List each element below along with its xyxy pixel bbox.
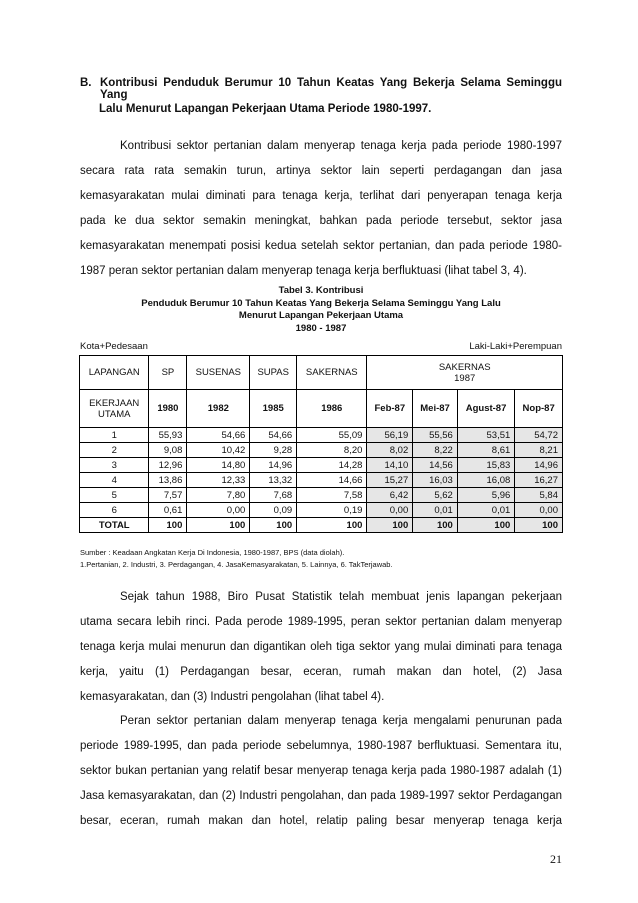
table-cell: 8,21 xyxy=(515,443,563,458)
table-cell: 14,66 xyxy=(297,473,367,488)
row-label: 3 xyxy=(80,458,149,473)
paragraph-line: secara rata rata semakin turun, artinya sektor lain seperti perdagangan dan jasa xyxy=(80,165,562,177)
paragraph-line: besar, eceran, rumah makan dan hotel, relatip paling besar menyerap tenaga kerja xyxy=(80,815,562,827)
table-gender-label: Laki-Laki+Perempuan xyxy=(469,341,562,352)
table-cell: 54,66 xyxy=(250,428,297,443)
table-cell: 6,42 xyxy=(367,488,413,503)
table-cell: 8,02 xyxy=(367,443,413,458)
table-cell: 54,72 xyxy=(515,428,563,443)
table-cell: 7,57 xyxy=(149,488,187,503)
col-header-text: 1987 xyxy=(454,372,476,384)
table-cell: 5,62 xyxy=(413,488,458,503)
table-cell: 14,28 xyxy=(297,458,367,473)
table-cell: 7,58 xyxy=(297,488,367,503)
paragraph-line: tenaga kerja mulai menurun dan digantikan oleh tiga sektor yang mulai diminati para tenaga xyxy=(80,641,562,653)
table-row xyxy=(80,443,563,458)
caption-line: Penduduk Berumur 10 Tahun Keatas Yang Bekerja Selama Seminggu Yang Lalu xyxy=(141,297,501,309)
paragraph-line: utama secara lebih rinci. Pada perode 1989-1995, peran sektor pertanian dalam menyerap xyxy=(80,616,562,628)
table-cell: 0,00 xyxy=(515,503,563,518)
table-cell: 0,01 xyxy=(457,503,514,518)
col-header-text: EKERJAAN xyxy=(89,397,140,409)
table-cell: 0,00 xyxy=(187,503,250,518)
table-cell: 0,09 xyxy=(250,503,297,518)
table-cell: 9,08 xyxy=(149,443,187,458)
col-header-sakernas-1987 xyxy=(367,356,563,390)
col-header-year: 1982 xyxy=(187,390,250,428)
table-cell: 0,01 xyxy=(413,503,458,518)
table-row xyxy=(80,518,563,533)
caption-line: 1980 - 1987 xyxy=(295,322,347,334)
caption-line: Tabel 3. Kontribusi xyxy=(278,285,364,296)
row-label: 5 xyxy=(80,488,149,503)
col-header-sakernas: SAKERNAS xyxy=(297,356,367,390)
row-label: 4 xyxy=(80,473,149,488)
table-cell: 10,42 xyxy=(187,443,250,458)
row-label: 2 xyxy=(80,443,149,458)
table-cell: 0,19 xyxy=(297,503,367,518)
paragraph-line: pada ke dua sektor semakin meningkat, bahkan pada periode tersebut, sektor jasa xyxy=(80,215,562,227)
paragraph-line: sektor bukan pertanian yang relatif besar menyerap tenaga kerja pada 1980-1987 adalah (1) xyxy=(80,765,562,777)
col-header-text: UTAMA xyxy=(97,408,131,420)
table-region-label: Kota+Pedesaan xyxy=(80,341,148,352)
table-cell: 15,27 xyxy=(367,473,413,488)
paragraph-line: kerja, yaitu (1) Perdagangan besar, eceran, rumah makan dan hotel, (2) Jasa xyxy=(80,666,562,678)
contribution-table xyxy=(79,355,563,533)
table-cell: 16,27 xyxy=(515,473,563,488)
col-header-month: Feb-87 xyxy=(367,390,413,428)
col-header-month: Nop-87 xyxy=(515,390,563,428)
col-header-lapangan: LAPANGAN xyxy=(80,356,149,390)
paragraph-line: kemasyarakatan mulai diminati para tenaga kerja, terlihat dari penyerapan tenaga kerja xyxy=(80,190,562,202)
table-cell: 9,28 xyxy=(250,443,297,458)
section-title-line1: Kontribusi Penduduk Berumur 10 Tahun Keatas Yang Bekerja Selama Seminggu Yang xyxy=(100,77,562,101)
table-cell: 7,68 xyxy=(250,488,297,503)
table-row xyxy=(80,458,563,473)
table-cell: 55,93 xyxy=(149,428,187,443)
paragraph-line: kemasyarakatan, dan (3) Industri pengolahan (lihat tabel 4). xyxy=(80,691,385,703)
paragraph-line: 1987 peran sektor pertanian dalam menyerap tenaga kerja berfluktuasi (lihat tabel 3, 4). xyxy=(80,265,527,277)
table-caption xyxy=(80,285,562,335)
section-number: B. xyxy=(80,77,92,89)
table-cell: 16,08 xyxy=(457,473,514,488)
page-number: 21 xyxy=(550,852,562,866)
col-header-year: 1980 xyxy=(149,390,187,428)
col-header-susenas: SUSENAS xyxy=(187,356,250,390)
table-cell: 0,00 xyxy=(367,503,413,518)
table-cell: 100 xyxy=(457,518,514,533)
col-header-supas: SUPAS xyxy=(250,356,297,390)
table-cell: 53,51 xyxy=(457,428,514,443)
table-cell: 15,83 xyxy=(457,458,514,473)
col-header-year: 1986 xyxy=(297,390,367,428)
table-cell: 5,84 xyxy=(515,488,563,503)
table-cell: 54,66 xyxy=(187,428,250,443)
table-cell: 0,61 xyxy=(149,503,187,518)
table-cell: 100 xyxy=(149,518,187,533)
table-cell: 55,56 xyxy=(413,428,458,443)
table-header-row xyxy=(80,356,563,390)
table-cell: 5,96 xyxy=(457,488,514,503)
table-cell: 100 xyxy=(413,518,458,533)
table-row xyxy=(80,488,563,503)
table-cell: 100 xyxy=(187,518,250,533)
col-header-month: Agust-87 xyxy=(457,390,514,428)
table-cell: 14,96 xyxy=(515,458,563,473)
table-cell: 14,56 xyxy=(413,458,458,473)
table-cell: 8,22 xyxy=(413,443,458,458)
table-cell: 100 xyxy=(367,518,413,533)
table-cell: 13,86 xyxy=(149,473,187,488)
section-heading xyxy=(80,77,562,101)
table-cell: 13,32 xyxy=(250,473,297,488)
paragraph-line: Jasa kemasyarakatan, dan (2) Industri pengolahan, dan pada 1989-1997 sektor Perdagangan xyxy=(80,790,562,802)
row-label: 1 xyxy=(80,428,149,443)
col-header-pekerjaan-utama xyxy=(80,390,149,428)
table-cell: 14,96 xyxy=(250,458,297,473)
table-cell: 12,96 xyxy=(149,458,187,473)
paragraph-line: Sejak tahun 1988, Biro Pusat Statistik telah membuat jenis lapangan pekerjaan xyxy=(120,591,562,603)
row-label: TOTAL xyxy=(80,518,149,533)
caption-line: Menurut Lapangan Pekerjaan Utama xyxy=(238,310,404,321)
paragraph-1 xyxy=(80,134,562,284)
table-cell: 14,80 xyxy=(187,458,250,473)
col-header-year: 1985 xyxy=(250,390,297,428)
table-cell: 100 xyxy=(297,518,367,533)
paragraph-3 xyxy=(80,709,562,834)
col-header-sp: SP xyxy=(149,356,187,390)
table-cell: 16,03 xyxy=(413,473,458,488)
row-label: 6 xyxy=(80,503,149,518)
paragraph-line: periode 1989-1995, dan pada periode sebelumnya, 1980-1987 berfluktuasi. Sementara itu, xyxy=(80,740,562,752)
paragraph-line: Peran sektor pertanian dalam menyerap tenaga kerja mengalami penurunan pada xyxy=(120,715,562,727)
paragraph-2 xyxy=(80,585,562,710)
table-cell: 100 xyxy=(250,518,297,533)
table-cell: 55,09 xyxy=(297,428,367,443)
section-title-line2: Lalu Menurut Lapangan Pekerjaan Utama Periode 1980-1997. xyxy=(99,103,432,115)
table-cell: 56,19 xyxy=(367,428,413,443)
table-cell: 7,80 xyxy=(187,488,250,503)
col-header-text: SAKERNAS xyxy=(438,361,491,373)
table-row xyxy=(80,473,563,488)
table-header-row xyxy=(80,390,563,428)
table-legend-note: 1.Pertanian, 2. Industri, 3. Perdagangan, 4. JasaKemasyarakatan, 5. Lainnya, 6. TakTerjawab. xyxy=(80,560,393,569)
table-cell: 8,20 xyxy=(297,443,367,458)
table-cell: 12,33 xyxy=(187,473,250,488)
paragraph-line: kemasyarakatan menempati posisi kedua setelah sektor pertanian, dan pada periode 1980- xyxy=(80,240,562,252)
table-body xyxy=(80,428,563,533)
table-cell: 8,61 xyxy=(457,443,514,458)
table-source-note: Sumber : Keadaan Angkatan Kerja Di Indonesia, 1980-1987, BPS (data diolah). xyxy=(80,548,345,557)
col-header-month: Mei-87 xyxy=(413,390,458,428)
table-row xyxy=(80,428,563,443)
paragraph-line: Kontribusi sektor pertanian dalam menyerap tenaga kerja pada periode 1980-1997 xyxy=(120,140,562,152)
table-cell: 14,10 xyxy=(367,458,413,473)
table-row xyxy=(80,503,563,518)
table-cell: 100 xyxy=(515,518,563,533)
